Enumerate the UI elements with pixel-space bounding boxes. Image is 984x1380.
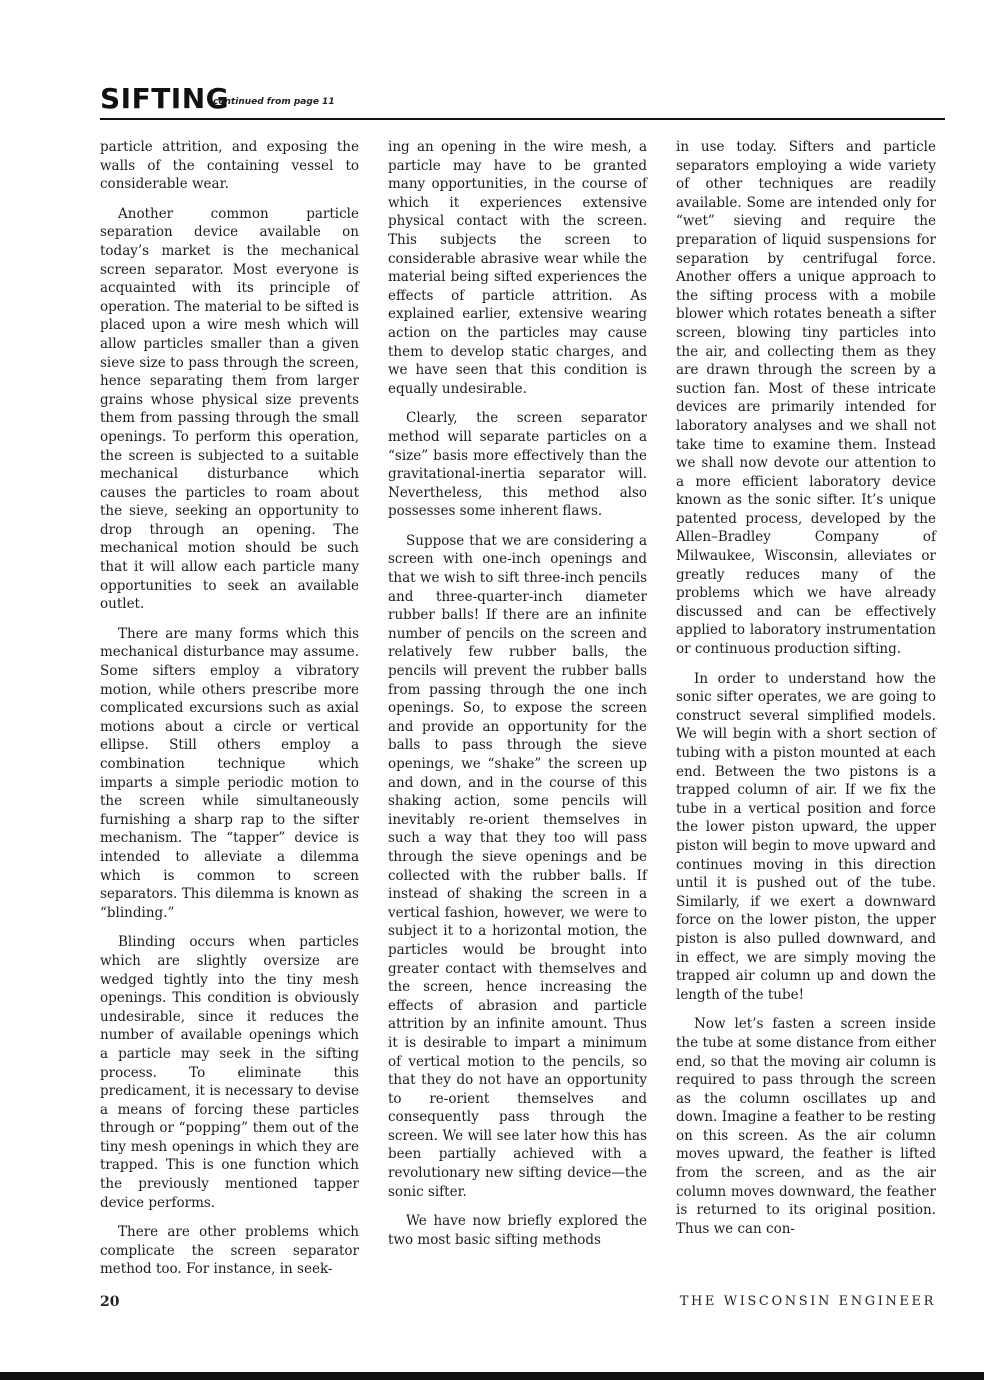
paragraph: Blinding occurs when particles which are slightly oversize are wedged tightly into the tiny mesh openings. This condition is obviously undesirable, since it reduces the number of available openings which a particle may seek in the sifting process. To eliminate this predicament, it is necessary to devise a means of forcing these particles through or “popping” them out of the tiny mesh openings in which they are trapped. This is one function which the previously mentioned tapper device performs. (100, 934, 359, 1211)
paragraph: in use today. Sifters and particle separators employing a wide variety of other techniques are readily available. Some are intended only for “wet” sieving and require the preparation of liquid suspensions for separation by centrifugal force. Another offers a unique approach to the sifting process with a mobile blower which rotates beneath a sifter screen, blowing tiny particles into the air, and collecting them as they are drawn through the screen by a suction fan. Most of these intricate devices are primarily intended for laboratory analyses and we shall not take time to examine them. Instead we shall now devote our attention to a more efficient laboratory device known as the sonic sifter. It’s unique patented process, developed by the Allen–Bradley Company of Milwaukee, Wisconsin, alleviates or greatly reduces many of the problems which we have already discussed and can be effectively applied to laboratory instrumentation or continuous production sifting. (676, 139, 936, 658)
header-rule (100, 118, 945, 120)
paragraph: We have now briefly explored the two most basic sifting methods (388, 1213, 647, 1248)
paragraph: ing an opening in the wire mesh, a particle may have to be granted many opportunities, in the course of which it experiences extensive physical contact with the screen. This subjects the screen to considerable abrasive wear while the material being sifted experiences the effects of particle attrition. As explained earlier, extensive wearing action on the particles may cause them to develop static charges, and we have seen that this condition is equally undesirable. (388, 139, 647, 397)
page-number: 20 (100, 1294, 120, 1310)
article-header (100, 76, 945, 116)
paragraph: There are many forms which this mechanical disturbance may assume. Some sifters employ a vibratory motion, while others prescribe more complicated excursions such as axial motions about a circle or vertical ellipse. Still others employ a combination technique which imparts a simple periodic motion to the screen while simultaneously furnishing a sharp rap to the sifter mechanism. The “tapper” device is intended to alleviate a dilemma which is common to screen separators. This dilemma is known as “blinding.” (100, 625, 359, 921)
continued-note: continued from page 11 (213, 97, 335, 107)
text-column-1 (100, 138, 359, 1279)
magazine-name: THE WISCONSIN ENGINEER (679, 1294, 936, 1309)
paragraph: There are other problems which complicate the screen separator method too. For instance, in seek- (100, 1224, 359, 1278)
paragraph: Clearly, the screen separator method will separate particles on a “size” basis more effectively than the gravitational-inertia separator will. Nevertheless, this method also possesses some inherent flaws. (388, 410, 647, 520)
scan-edge (0, 1372, 984, 1380)
text-column-3 (676, 138, 936, 1238)
paragraph: particle attrition, and exposing the walls of the containing vessel to considerable wear. (100, 139, 359, 193)
text-column-2 (388, 138, 647, 1249)
paragraph: Another common particle separation device available on today’s market is the mechanical screen separator. Most everyone is acquainted with its principle of operation. The material to be sifted is placed upon a wire mesh which will allow particles smaller than a given sieve size to pass through the screen, hence separating them from larger grains whose physical size prevents them from passing through the small openings. To perform this operation, the screen is subjected to a suitable mechanical disturbance which causes the particles to roam about the sieve, seeking an opportunity to drop through an opening. The mechanical motion should be such that it will allow each particle many opportunities to seek an available outlet. (100, 205, 359, 613)
paragraph: Now let’s fasten a screen inside the tube at some distance from either end, so that the moving air column is required to pass through the screen as the column oscillates up and down. Imagine a feather to be resting on this screen. As the air column moves upward, the feather is lifted from the screen, and as the air column moves downward, the feather is returned to its original position. Thus we can con- (676, 1016, 936, 1237)
article-title: SIFTING (100, 82, 230, 115)
paragraph: In order to understand how the sonic sifter operates, we are going to construct several simplified models. We will begin with a short section of tubing with a piston mounted at each end. Between the two pistons is a trapped column of air. If we fix the tube in a vertical position and force the lower piston upward, the upper piston will begin to move upward and continues moving in this direction until it is pushed out of the tube. Similarly, if we exert a downward force on the lower piston, the upper piston is also pulled downward, and in effect, we are simply moving the trapped air column up and down the length of the tube! (676, 670, 936, 1003)
paragraph: Suppose that we are considering a screen with one-inch openings and that we wish to sift three-inch pencils and three-quarter-inch diameter rubber balls! If there are an infinite number of pencils on the screen and relatively few rubber balls, the pencils will prevent the rubber balls from passing through the one inch openings. So, to expose the screen and provide an opportunity for the balls to pass through the sieve openings, we “shake” the screen up and down, and in the course of this shaking action, some pencils will inevitably re-orient themselves in such a way that they too will pass through the sieve openings and be collected with the rubber balls. If instead of shaking the screen in a vertical fashion, however, we were to subject it to a horizontal motion, the particles would be brought into greater contact with themselves and the screen, hence increasing the effects of abrasion and particle attrition by an infinite amount. Thus it is desirable to impart a minimum of vertical motion to the pencils, so that they do not have an opportunity to re-orient themselves and consequently pass through the screen. We will see later how this has been partially achieved with a revolutionary new sifting device—the sonic sifter. (388, 532, 647, 1200)
